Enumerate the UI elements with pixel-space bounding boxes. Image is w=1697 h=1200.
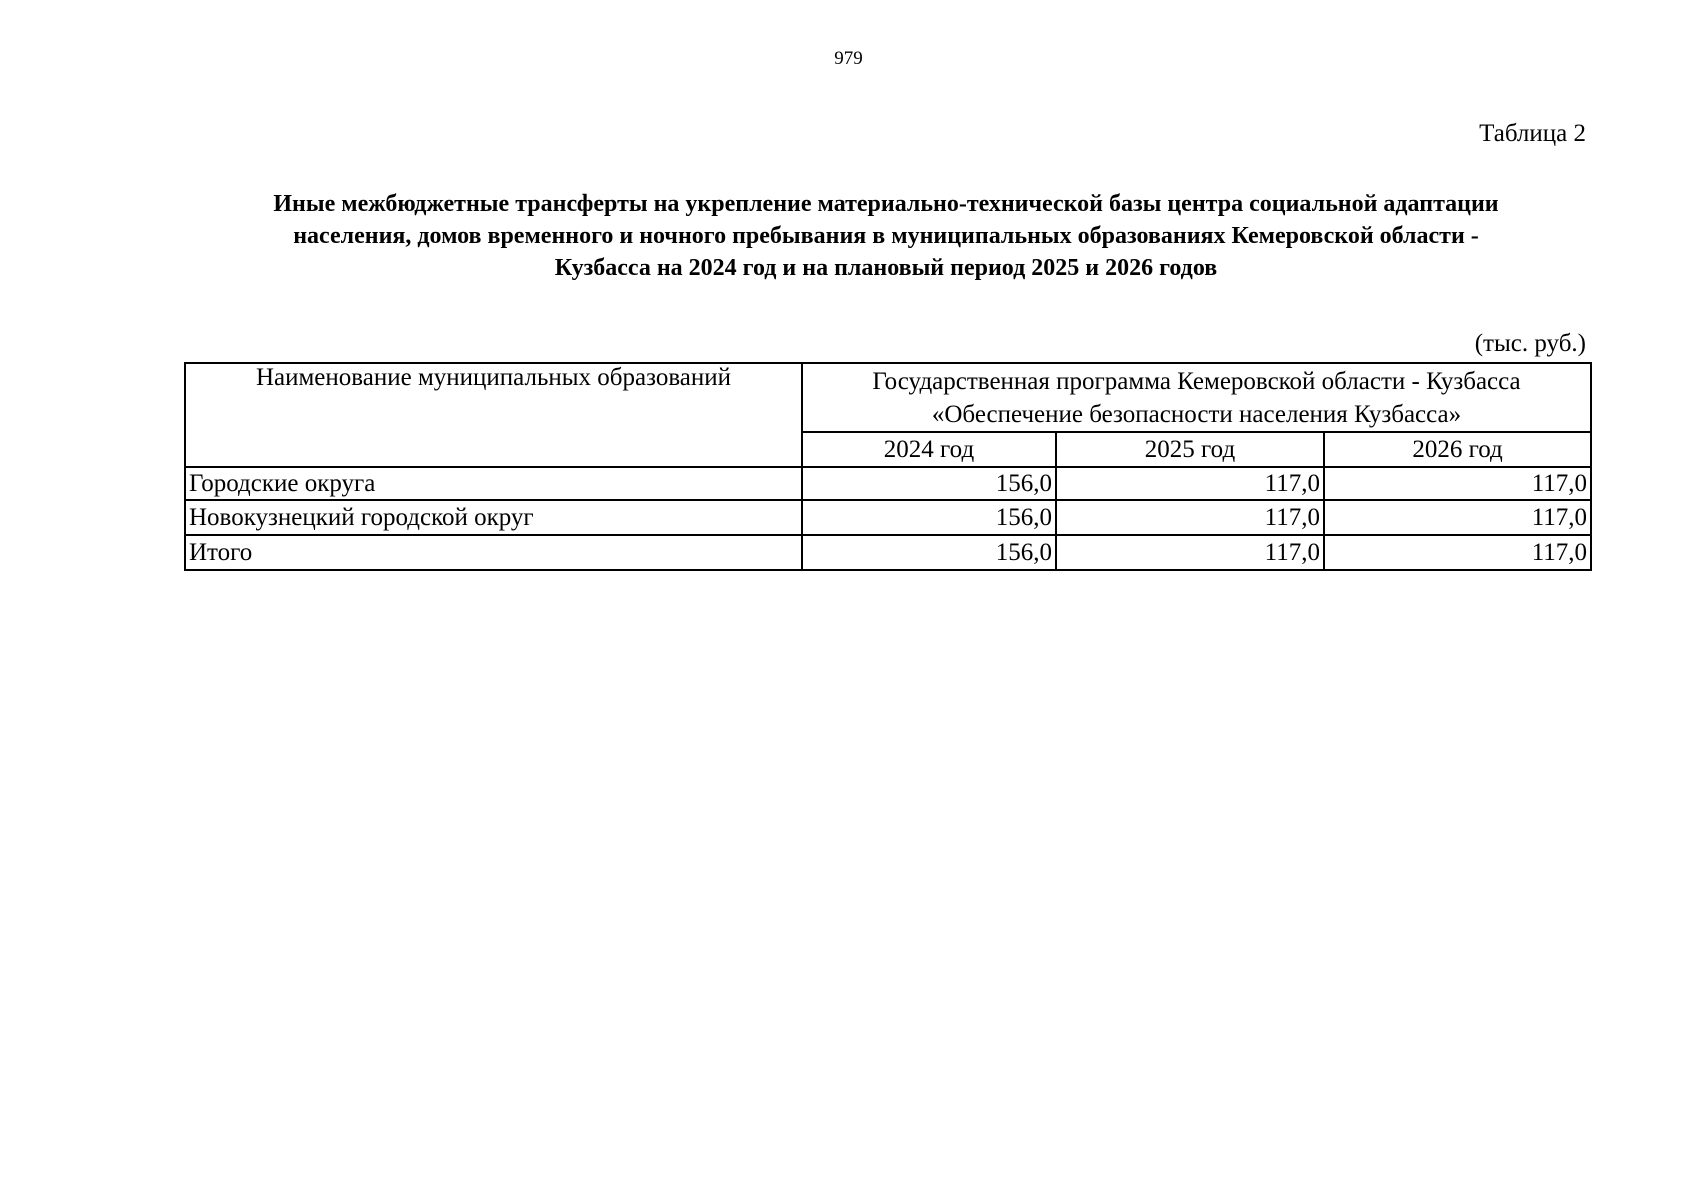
table-row: [185, 500, 1591, 535]
row-value-2026: 117,0: [1324, 500, 1591, 535]
document-title: [186, 188, 1586, 284]
header-municipality-name: Наименование муниципальных образований: [185, 363, 802, 467]
header-program: [802, 363, 1591, 432]
header-program-line: «Обеспечение безопасности населения Кузбасса»: [931, 400, 1462, 428]
row-name: Новокузнецкий городской округ: [185, 500, 802, 535]
row-value-2026: 117,0: [1324, 467, 1591, 500]
table-row: [185, 467, 1591, 500]
units-label: (тыс. руб.): [1474, 330, 1586, 357]
table-header-row: [185, 363, 1591, 432]
table-row: [185, 535, 1591, 570]
row-value-2024: 156,0: [802, 535, 1056, 570]
table-label: Таблица 2: [1479, 120, 1586, 147]
title-line: населения, домов временного и ночного пребывания в муниципальных образованиях Кемеровской области -: [293, 223, 1479, 249]
header-year-2024: 2024 год: [802, 432, 1056, 467]
header-year-2025: 2025 год: [1056, 432, 1324, 467]
title-line: Иные межбюджетные трансферты на укрепление материально-технической базы центра социальной адаптации: [273, 191, 1499, 217]
row-value-2025: 117,0: [1056, 500, 1324, 535]
page-number: 979: [834, 48, 863, 69]
row-value-2024: 156,0: [802, 500, 1056, 535]
row-name: Городские округа: [185, 467, 802, 500]
row-name: Итого: [185, 535, 802, 570]
header-program-line: Государственная программа Кемеровской области - Кузбасса: [872, 367, 1521, 395]
row-value-2025: 117,0: [1056, 535, 1324, 570]
header-year-2026: 2026 год: [1324, 432, 1591, 467]
title-line: Кузбасса на 2024 год и на плановый период 2025 и 2026 годов: [554, 255, 1218, 281]
row-value-2025: 117,0: [1056, 467, 1324, 500]
row-value-2024: 156,0: [802, 467, 1056, 500]
transfers-table: [184, 362, 1592, 571]
row-value-2026: 117,0: [1324, 535, 1591, 570]
